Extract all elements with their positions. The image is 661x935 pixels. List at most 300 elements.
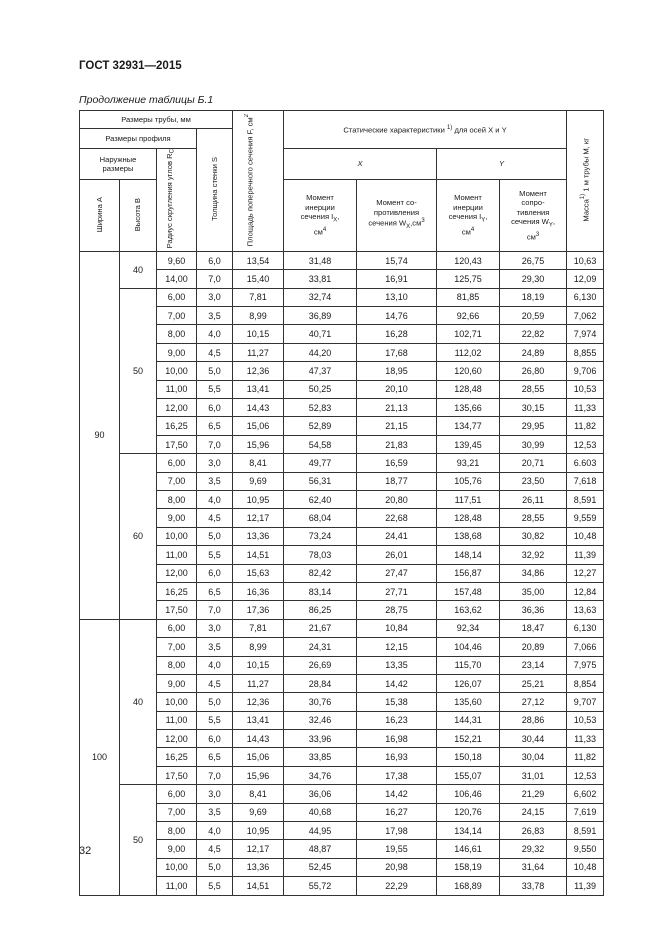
table-cell: 86,25 bbox=[284, 601, 357, 619]
table-cell: 62,40 bbox=[284, 490, 357, 508]
table-cell: 12,09 bbox=[567, 270, 604, 288]
table-cell: 22,68 bbox=[357, 509, 437, 527]
table-cell: 52,45 bbox=[284, 858, 357, 876]
table-cell: 6,130 bbox=[567, 288, 604, 306]
table-cell: 12,17 bbox=[233, 840, 284, 858]
table-cell: 144,31 bbox=[437, 711, 500, 729]
table-cell: 105,76 bbox=[437, 472, 500, 490]
table-cell: 52,83 bbox=[284, 399, 357, 417]
table-cell: 6,0 bbox=[197, 564, 233, 582]
table-cell: 146,61 bbox=[437, 840, 500, 858]
table-cell: 14,51 bbox=[233, 546, 284, 564]
table-cell: 20,80 bbox=[357, 490, 437, 508]
table-cell: 11,27 bbox=[233, 343, 284, 361]
table-cell: 11,00 bbox=[157, 711, 197, 729]
table-row bbox=[80, 674, 604, 692]
table-cell: 17,38 bbox=[357, 766, 437, 784]
table-cell: 24,41 bbox=[357, 527, 437, 545]
table-cell: 5,0 bbox=[197, 858, 233, 876]
table-row bbox=[80, 693, 604, 711]
table-cell: 26,11 bbox=[500, 490, 567, 508]
table-row bbox=[80, 490, 604, 508]
table-cell: 11,33 bbox=[567, 399, 604, 417]
table-cell: 31,01 bbox=[500, 766, 567, 784]
table-cell: 92,34 bbox=[437, 619, 500, 637]
table-cell: 92,66 bbox=[437, 307, 500, 325]
table-cell: 14,00 bbox=[157, 270, 197, 288]
table-cell: 17,68 bbox=[357, 343, 437, 361]
height-cell: 40 bbox=[120, 251, 157, 288]
table-cell: 32,92 bbox=[500, 546, 567, 564]
table-row bbox=[80, 877, 604, 895]
table-cell: 26,80 bbox=[500, 362, 567, 380]
table-cell: 106,46 bbox=[437, 785, 500, 803]
table-cell: 5,5 bbox=[197, 380, 233, 398]
table-cell: 8,00 bbox=[157, 325, 197, 343]
table-cell: 36,36 bbox=[500, 601, 567, 619]
table-row bbox=[80, 454, 604, 472]
table-cell: 14,42 bbox=[357, 785, 437, 803]
table-cell: 30,82 bbox=[500, 527, 567, 545]
table-row bbox=[80, 325, 604, 343]
table-row bbox=[80, 822, 604, 840]
table-cell: 7,00 bbox=[157, 307, 197, 325]
table-cell: 3,5 bbox=[197, 803, 233, 821]
table-cell: 15,06 bbox=[233, 748, 284, 766]
table-cell: 12,17 bbox=[233, 509, 284, 527]
header-ix: Момент инерции сечения $I_X$, $см^4$ bbox=[284, 180, 357, 252]
table-cell: 11,82 bbox=[567, 417, 604, 435]
table-cell: 11,00 bbox=[157, 546, 197, 564]
table-cell: 16,23 bbox=[357, 711, 437, 729]
table-cell: 24,31 bbox=[284, 638, 357, 656]
table-cell: 12,53 bbox=[567, 435, 604, 453]
table-cell: 4,5 bbox=[197, 840, 233, 858]
table-cell: 126,07 bbox=[437, 674, 500, 692]
table-cell: 104,46 bbox=[437, 638, 500, 656]
table-cell: 17,98 bbox=[357, 822, 437, 840]
table-cell: 6,0 bbox=[197, 251, 233, 269]
table-cell: 4,0 bbox=[197, 490, 233, 508]
table-cell: 152,21 bbox=[437, 730, 500, 748]
table-cell: 10,00 bbox=[157, 858, 197, 876]
table-cell: 13,63 bbox=[567, 601, 604, 619]
table-body bbox=[80, 251, 604, 895]
table-cell: 14,43 bbox=[233, 399, 284, 417]
table-row bbox=[80, 840, 604, 858]
table-cell: 148,14 bbox=[437, 546, 500, 564]
table-cell: 13,36 bbox=[233, 858, 284, 876]
table-cell: 10,00 bbox=[157, 527, 197, 545]
table-row bbox=[80, 766, 604, 784]
table-row bbox=[80, 251, 604, 269]
table-row bbox=[80, 582, 604, 600]
table-cell: 12,00 bbox=[157, 730, 197, 748]
table-cell: 33,85 bbox=[284, 748, 357, 766]
table-cell: 29,32 bbox=[500, 840, 567, 858]
table-cell: 68,04 bbox=[284, 509, 357, 527]
table-cell: 3,0 bbox=[197, 288, 233, 306]
table-cell: 16,36 bbox=[233, 582, 284, 600]
table-cell: 125,75 bbox=[437, 270, 500, 288]
table-row bbox=[80, 803, 604, 821]
table-cell: 27,71 bbox=[357, 582, 437, 600]
table-cell: 16,59 bbox=[357, 454, 437, 472]
table-cell: 7,619 bbox=[567, 803, 604, 821]
table-cell: 82,42 bbox=[284, 564, 357, 582]
table-cell: 4,5 bbox=[197, 343, 233, 361]
table-cell: 26,69 bbox=[284, 656, 357, 674]
table-cell: 18,47 bbox=[500, 619, 567, 637]
table-cell: 31,64 bbox=[500, 858, 567, 876]
table-cell: 28,86 bbox=[500, 711, 567, 729]
table-cell: 20,59 bbox=[500, 307, 567, 325]
header-iy: Момент инерции сечения $I_Y$, $см^4$ bbox=[437, 180, 500, 252]
height-cell: 50 bbox=[120, 785, 157, 895]
table-cell: 5,0 bbox=[197, 527, 233, 545]
table-cell: 6,130 bbox=[567, 619, 604, 637]
table-cell: 17,50 bbox=[157, 766, 197, 784]
table-cell: 40,71 bbox=[284, 325, 357, 343]
table-cell: 21,13 bbox=[357, 399, 437, 417]
table-cell: 8,854 bbox=[567, 674, 604, 692]
table-cell: 8,41 bbox=[233, 454, 284, 472]
table-cell: 30,76 bbox=[284, 693, 357, 711]
table-cell: 6,00 bbox=[157, 454, 197, 472]
table-cell: 47,37 bbox=[284, 362, 357, 380]
table-cell: 10,48 bbox=[567, 527, 604, 545]
table-cell: 135,60 bbox=[437, 693, 500, 711]
table-cell: 13,41 bbox=[233, 380, 284, 398]
table-row bbox=[80, 417, 604, 435]
header-height: Высота B bbox=[120, 180, 157, 252]
table-cell: 13,35 bbox=[357, 656, 437, 674]
table-cell: 18,77 bbox=[357, 472, 437, 490]
table-cell: 102,71 bbox=[437, 325, 500, 343]
table-cell: 9,706 bbox=[567, 362, 604, 380]
table-cell: 8,855 bbox=[567, 343, 604, 361]
table-cell: 44,20 bbox=[284, 343, 357, 361]
table-cell: 6,0 bbox=[197, 399, 233, 417]
table-cell: 10,95 bbox=[233, 490, 284, 508]
table-cell: 156,87 bbox=[437, 564, 500, 582]
table-cell: 11,39 bbox=[567, 877, 604, 895]
table-cell: 12,36 bbox=[233, 693, 284, 711]
table-cell: 10,00 bbox=[157, 362, 197, 380]
table-cell: 134,14 bbox=[437, 822, 500, 840]
table-cell: 16,27 bbox=[357, 803, 437, 821]
table-cell: 49,77 bbox=[284, 454, 357, 472]
table-cell: 8,00 bbox=[157, 822, 197, 840]
table-cell: 16,91 bbox=[357, 270, 437, 288]
table-cell: 8,99 bbox=[233, 638, 284, 656]
table-cell: 30,04 bbox=[500, 748, 567, 766]
table-cell: 6,602 bbox=[567, 785, 604, 803]
table-cell: 15,06 bbox=[233, 417, 284, 435]
header-wall-thickness: Толщина стенки S bbox=[197, 129, 233, 252]
table-cell: 20,98 bbox=[357, 858, 437, 876]
width-cell: 100 bbox=[80, 619, 120, 895]
table-cell: 28,55 bbox=[500, 509, 567, 527]
table-cell: 135,66 bbox=[437, 399, 500, 417]
table-row bbox=[80, 730, 604, 748]
table-cell: 16,98 bbox=[357, 730, 437, 748]
table-cell: 9,550 bbox=[567, 840, 604, 858]
table-cell: 6,0 bbox=[197, 730, 233, 748]
table-cell: 4,5 bbox=[197, 509, 233, 527]
table-cell: 26,83 bbox=[500, 822, 567, 840]
document-title: ГОСТ 32931—2015 bbox=[79, 60, 182, 72]
table-cell: 73,24 bbox=[284, 527, 357, 545]
table-cell: 31,48 bbox=[284, 251, 357, 269]
table-cell: 134,77 bbox=[437, 417, 500, 435]
table-cell: 9,00 bbox=[157, 674, 197, 692]
table-cell: 10,53 bbox=[567, 380, 604, 398]
table-cell: 36,89 bbox=[284, 307, 357, 325]
table-cell: 28,55 bbox=[500, 380, 567, 398]
table-row bbox=[80, 858, 604, 876]
table-cell: 6,00 bbox=[157, 619, 197, 637]
table-cell: 12,36 bbox=[233, 362, 284, 380]
table-cell: 4,5 bbox=[197, 674, 233, 692]
table-cell: 7,81 bbox=[233, 619, 284, 637]
width-cell: 90 bbox=[80, 251, 120, 619]
table-cell: 52,89 bbox=[284, 417, 357, 435]
table-cell: 7,066 bbox=[567, 638, 604, 656]
table-cell: 55,72 bbox=[284, 877, 357, 895]
table-cell: 168,89 bbox=[437, 877, 500, 895]
table-cell: 9,69 bbox=[233, 472, 284, 490]
table-row bbox=[80, 546, 604, 564]
table-cell: 24,15 bbox=[500, 803, 567, 821]
table-cell: 27,12 bbox=[500, 693, 567, 711]
table-cell: 120,60 bbox=[437, 362, 500, 380]
table-cell: 19,55 bbox=[357, 840, 437, 858]
table-cell: 24,89 bbox=[500, 343, 567, 361]
table-cell: 40,68 bbox=[284, 803, 357, 821]
table-cell: 12,53 bbox=[567, 766, 604, 784]
table-cell: 158,19 bbox=[437, 858, 500, 876]
profile-table bbox=[79, 110, 604, 896]
table-cell: 10,95 bbox=[233, 822, 284, 840]
header-pipe-sizes: Размеры трубы, мм bbox=[80, 111, 233, 129]
table-cell: 16,28 bbox=[357, 325, 437, 343]
table-cell: 6,00 bbox=[157, 288, 197, 306]
table-cell: 12,00 bbox=[157, 399, 197, 417]
table-cell: 30,15 bbox=[500, 399, 567, 417]
table-cell: 16,93 bbox=[357, 748, 437, 766]
header-profile-sizes: Размеры профиля bbox=[80, 129, 197, 149]
header-area: Площадь поперечного сечения F, $см^2$ bbox=[233, 111, 284, 252]
table-cell: 32,46 bbox=[284, 711, 357, 729]
table-cell: 32,74 bbox=[284, 288, 357, 306]
table-cell: 17,50 bbox=[157, 435, 197, 453]
table-cell: 16,25 bbox=[157, 417, 197, 435]
table-cell: 15,96 bbox=[233, 766, 284, 784]
table-cell: 17,36 bbox=[233, 601, 284, 619]
table-cell: 7,618 bbox=[567, 472, 604, 490]
table-cell: 139,45 bbox=[437, 435, 500, 453]
table-cell: 3,0 bbox=[197, 454, 233, 472]
table-cell: 10,15 bbox=[233, 325, 284, 343]
table-cell: 78,03 bbox=[284, 546, 357, 564]
table-cell: 56,31 bbox=[284, 472, 357, 490]
table-cell: 15,40 bbox=[233, 270, 284, 288]
table-cell: 25,21 bbox=[500, 674, 567, 692]
table-cell: 115,70 bbox=[437, 656, 500, 674]
table-cell: 8,591 bbox=[567, 490, 604, 508]
table-row bbox=[80, 472, 604, 490]
table-cell: 21,29 bbox=[500, 785, 567, 803]
table-cell: 10,00 bbox=[157, 693, 197, 711]
header-outer-sizes: Наружные размеры bbox=[80, 149, 157, 180]
table-cell: 7,0 bbox=[197, 601, 233, 619]
table-cell: 35,00 bbox=[500, 582, 567, 600]
table-row bbox=[80, 288, 604, 306]
table-cell: 81,85 bbox=[437, 288, 500, 306]
table-cell: 30,44 bbox=[500, 730, 567, 748]
table-cell: 29,30 bbox=[500, 270, 567, 288]
table-cell: 7,062 bbox=[567, 307, 604, 325]
table-cell: 5,5 bbox=[197, 877, 233, 895]
table-cell: 15,38 bbox=[357, 693, 437, 711]
table-cell: 14,76 bbox=[357, 307, 437, 325]
table-cell: 6.603 bbox=[567, 454, 604, 472]
table-cell: 11,00 bbox=[157, 877, 197, 895]
table-cell: 4,0 bbox=[197, 325, 233, 343]
table-cell: 117,51 bbox=[437, 490, 500, 508]
table-cell: 112,02 bbox=[437, 343, 500, 361]
table-row bbox=[80, 307, 604, 325]
table-cell: 21,83 bbox=[357, 435, 437, 453]
table-cell: 30,99 bbox=[500, 435, 567, 453]
table-cell: 138,68 bbox=[437, 527, 500, 545]
table-cell: 12,27 bbox=[567, 564, 604, 582]
table-cell: 12,84 bbox=[567, 582, 604, 600]
header-width: Ширина A bbox=[80, 180, 120, 252]
table-cell: 28,84 bbox=[284, 674, 357, 692]
table-cell: 13,10 bbox=[357, 288, 437, 306]
table-cell: 6,5 bbox=[197, 417, 233, 435]
header-wy: Момент сопротивления сечения $W_Y$, $см^3$ bbox=[500, 180, 567, 252]
table-cell: 3,5 bbox=[197, 307, 233, 325]
table-cell: 16,25 bbox=[157, 582, 197, 600]
table-cell: 163,62 bbox=[437, 601, 500, 619]
table-cell: 5,5 bbox=[197, 711, 233, 729]
table-cell: 9,707 bbox=[567, 693, 604, 711]
table-row bbox=[80, 656, 604, 674]
table-row bbox=[80, 619, 604, 637]
table-cell: 13,54 bbox=[233, 251, 284, 269]
table-cell: 3,0 bbox=[197, 619, 233, 637]
table-row bbox=[80, 785, 604, 803]
table-cell: 33,78 bbox=[500, 877, 567, 895]
table-row bbox=[80, 362, 604, 380]
table-cell: 33,81 bbox=[284, 270, 357, 288]
table-cell: 11,39 bbox=[567, 546, 604, 564]
table-cell: 12,00 bbox=[157, 564, 197, 582]
table-cell: 7,0 bbox=[197, 766, 233, 784]
table-cell: 50,25 bbox=[284, 380, 357, 398]
table-cell: 14,42 bbox=[357, 674, 437, 692]
table-cell: 7,0 bbox=[197, 270, 233, 288]
table-cell: 54,58 bbox=[284, 435, 357, 453]
table-cell: 128,48 bbox=[437, 380, 500, 398]
table-cell: 14,51 bbox=[233, 877, 284, 895]
table-cell: 8,00 bbox=[157, 490, 197, 508]
table-cell: 15,63 bbox=[233, 564, 284, 582]
table-cell: 34,86 bbox=[500, 564, 567, 582]
table-cell: 5,0 bbox=[197, 362, 233, 380]
table-cell: 16,25 bbox=[157, 748, 197, 766]
table-cell: 5,5 bbox=[197, 546, 233, 564]
header-mass: Масса$^{1)}$ 1 м трубы M, кг bbox=[567, 111, 604, 252]
table-cell: 29,95 bbox=[500, 417, 567, 435]
table-row bbox=[80, 435, 604, 453]
table-cell: 7,00 bbox=[157, 638, 197, 656]
table-cell: 6,5 bbox=[197, 582, 233, 600]
table-cell: 83,14 bbox=[284, 582, 357, 600]
table-cell: 10,84 bbox=[357, 619, 437, 637]
header-static-characteristics: Статические характеристики $^{1)}$ для осей X и Y bbox=[284, 111, 567, 149]
table-cell: 9,00 bbox=[157, 343, 197, 361]
table-cell: 14,43 bbox=[233, 730, 284, 748]
table-cell: 5,0 bbox=[197, 693, 233, 711]
page-number: 32 bbox=[79, 845, 92, 857]
table-cell: 7,00 bbox=[157, 472, 197, 490]
header-wx: Момент сопротивления сечения $W_X,см^3$ bbox=[357, 180, 437, 252]
header-axis-y: Y bbox=[437, 149, 567, 180]
table-cell: 3,5 bbox=[197, 472, 233, 490]
table-cell: 128,48 bbox=[437, 509, 500, 527]
table-cell: 33,96 bbox=[284, 730, 357, 748]
table-cell: 26,75 bbox=[500, 251, 567, 269]
table-cell: 11,27 bbox=[233, 674, 284, 692]
table-cell: 3,5 bbox=[197, 638, 233, 656]
table-cell: 7,974 bbox=[567, 325, 604, 343]
table-cell: 9,559 bbox=[567, 509, 604, 527]
table-cell: 10,53 bbox=[567, 711, 604, 729]
table-cell: 7,975 bbox=[567, 656, 604, 674]
table-cell: 20,89 bbox=[500, 638, 567, 656]
header-corner-radius: Радиус скругления углов $R_C$ bbox=[157, 149, 197, 252]
table-cell: 8,591 bbox=[567, 822, 604, 840]
table-cell: 36,06 bbox=[284, 785, 357, 803]
table-cell: 6,5 bbox=[197, 748, 233, 766]
table-cell: 6,00 bbox=[157, 785, 197, 803]
table-cell: 157,48 bbox=[437, 582, 500, 600]
table-cell: 21,67 bbox=[284, 619, 357, 637]
table-cell: 120,43 bbox=[437, 251, 500, 269]
table-cell: 15,96 bbox=[233, 435, 284, 453]
table-cell: 9,00 bbox=[157, 840, 197, 858]
table-row bbox=[80, 270, 604, 288]
table-cell: 13,36 bbox=[233, 527, 284, 545]
table-cell: 9,00 bbox=[157, 509, 197, 527]
table-row bbox=[80, 527, 604, 545]
table-cell: 9,69 bbox=[233, 803, 284, 821]
table-cell: 120,76 bbox=[437, 803, 500, 821]
table-cell: 28,75 bbox=[357, 601, 437, 619]
height-cell: 40 bbox=[120, 619, 157, 785]
table-caption: Продолжение таблицы Б.1 bbox=[79, 94, 214, 106]
table-cell: 27,47 bbox=[357, 564, 437, 582]
table-cell: 21,15 bbox=[357, 417, 437, 435]
table-header bbox=[80, 111, 604, 252]
table-cell: 7,00 bbox=[157, 803, 197, 821]
table-row bbox=[80, 564, 604, 582]
table-row bbox=[80, 748, 604, 766]
